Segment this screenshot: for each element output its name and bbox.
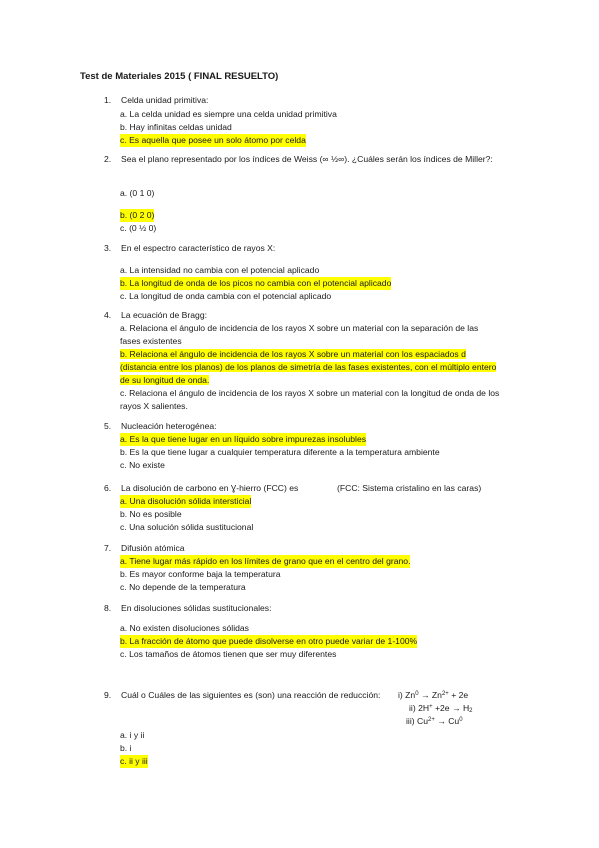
arrow-icon: → (420, 690, 430, 700)
question-text: La ecuación de Bragg: (121, 310, 208, 320)
option-c-correct: c. Es aquella que posee un solo átomo por celda (120, 135, 306, 145)
option-a: a. La intensidad no cambia con el potencial aplicado (120, 265, 320, 275)
option-c: c. Una solución sólida sustitucional (120, 522, 254, 532)
option-a: a. (0 1 0) (120, 188, 155, 198)
option-c: c. La longitud de onda cambia con el potencial aplicado (120, 291, 332, 301)
option-c: c. No existe (120, 460, 165, 470)
option-b-correct: b. Relaciona el ángulo de incidencia de los rayos X sobre un material con los espaciados d (distancia entre los planos) de los planos de simetría de las fases existentes, con el múltiplo entero de su longitud de onda. (120, 349, 497, 385)
question-number: 5. (104, 421, 112, 431)
question-text: En disoluciones sólidas sustitucionales: (121, 603, 272, 613)
option-b: b. Es mayor conforme baja la temperatura (120, 569, 281, 579)
question-text: Nucleación heterogénea: (121, 421, 217, 431)
option-a-correct: a. Tiene lugar más rápido en los límites de grano que en el centro del grano. (120, 556, 411, 566)
option-b: b. Hay infinitas celdas unidad (120, 122, 232, 132)
question-text: Difusión atómica (121, 543, 185, 553)
question-number: 7. (104, 543, 112, 553)
option-c: c. No depende de la temperatura (120, 582, 246, 592)
option-a: a. La celda unidad es siempre una celda unidad primitiva (120, 109, 337, 119)
option-b: b. Es la que tiene lugar a cualquier temperatura diferente a la temperatura ambiente (120, 447, 440, 457)
arrow-icon: → (451, 703, 461, 713)
option-a-correct: a. Una disolución sólida intersticial (120, 496, 252, 506)
question-text: Celda unidad primitiva: (121, 95, 209, 105)
question-text: La disolución de carbono en Ɣ-hierro (FCC) es (121, 483, 299, 493)
question-text: Cuál o Cuáles de las siguientes es (son) una reacción de reducción: (121, 690, 381, 700)
option-c: c. Relaciona el ángulo de incidencia de los rayos X sobre un material con la longitud de onda de los rayos X salientes. (120, 388, 500, 411)
option-b: b. i (120, 743, 132, 753)
question-number: 9. (104, 690, 112, 700)
option-a: a. i y ii (120, 730, 145, 740)
option-b-correct: b. La fracción de átomo que puede disolverse en otro puede variar de 1-100% (120, 636, 418, 646)
question-number: 3. (104, 243, 112, 253)
reaction-i: i) $Zn^0 \to Zn^{2+} + 2e$ (398, 690, 469, 700)
document-title: Test de Materiales 2015 ( FINAL RESUELTO) (80, 71, 279, 82)
question-text: Sea el plano representado por los índices de Weiss (∞ ½∞). ¿Cuáles serán los índices de Miller?: (121, 154, 493, 164)
question-note: (FCC: Sistema cristalino en las caras) (337, 483, 482, 493)
reaction-ii: ii) $2H^+ +2e \to H_2$ (409, 703, 473, 714)
question-number: 2. (104, 154, 112, 164)
arrow-icon: → (437, 716, 446, 726)
option-b: b. No es posible (120, 509, 182, 519)
question-number: 4. (104, 310, 112, 320)
question-number: 1. (104, 95, 112, 105)
option-b-correct: b. (0 2 0) (120, 210, 155, 220)
reaction-iii: iii) $Cu^{2+} \to Cu^0$ (406, 716, 463, 726)
option-a: a. Relaciona el ángulo de incidencia de los rayos X sobre un material con la separación de las fases existentes (120, 323, 479, 346)
question-number: 6. (104, 483, 112, 493)
question-text: En el espectro característico de rayos X: (121, 243, 276, 253)
question-number: 8. (104, 603, 112, 613)
option-c-correct: c. ii y iii (120, 756, 148, 766)
option-c: c. Los tamaños de átomos tienen que ser muy diferentes (120, 649, 337, 659)
option-c: c. (0 ½ 0) (120, 223, 157, 233)
option-a: a. No existen disoluciones sólidas (120, 623, 249, 633)
option-b-correct: b. La longitud de onda de los picos no cambia con el potencial aplicado (120, 278, 392, 288)
option-a-correct: a. Es la que tiene lugar en un líquido sobre impurezas insolubles (120, 434, 367, 444)
